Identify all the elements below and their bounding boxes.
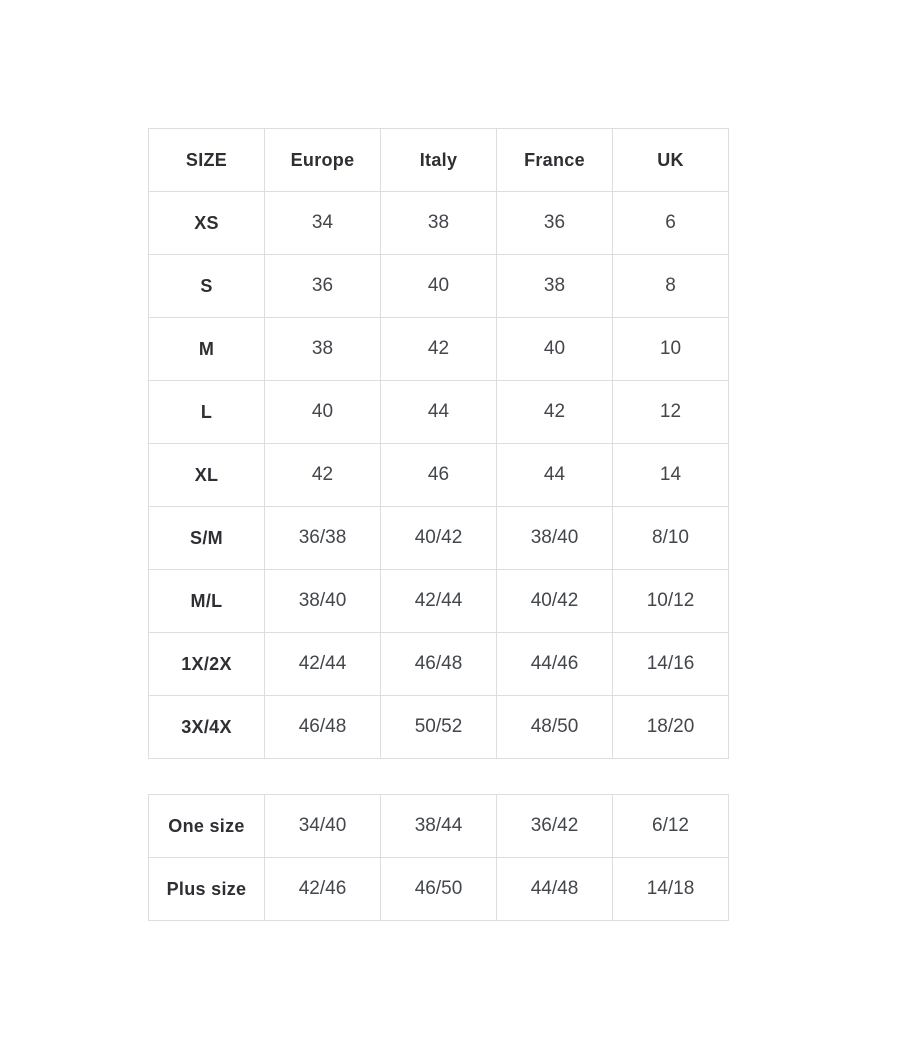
table-cell: 40/42	[497, 570, 613, 633]
table-row-xs	[149, 192, 729, 255]
table-cell: 12	[613, 381, 729, 444]
table-cell: 42/44	[381, 570, 497, 633]
table-cell: 38/40	[497, 507, 613, 570]
table-cell: 46/50	[381, 858, 497, 921]
row-label: M/L	[149, 570, 265, 633]
table-cell: 14	[613, 444, 729, 507]
table-cell: 42/44	[265, 633, 381, 696]
table-cell: 10/12	[613, 570, 729, 633]
table-cell: 40	[265, 381, 381, 444]
size-conversion-table	[148, 128, 729, 759]
column-header-france: France	[497, 129, 613, 192]
row-label: S/M	[149, 507, 265, 570]
table-cell: 18/20	[613, 696, 729, 759]
table-cell: 36/38	[265, 507, 381, 570]
table-cell: 34	[265, 192, 381, 255]
table-cell: 36	[265, 255, 381, 318]
table-cell: 46	[381, 444, 497, 507]
table-cell: 40/42	[381, 507, 497, 570]
table-cell: 40	[497, 318, 613, 381]
table-cell: 42	[497, 381, 613, 444]
table-cell: 38/44	[381, 795, 497, 858]
table-cell: 6/12	[613, 795, 729, 858]
size-chart-container	[148, 128, 729, 921]
table-cell: 44	[497, 444, 613, 507]
table-row-xl	[149, 444, 729, 507]
table-row-m-l	[149, 570, 729, 633]
row-label: Plus size	[149, 858, 265, 921]
table-cell: 42	[265, 444, 381, 507]
table-cell: 42	[381, 318, 497, 381]
table-cell: 46/48	[381, 633, 497, 696]
table-row-s-m	[149, 507, 729, 570]
table-cell: 38/40	[265, 570, 381, 633]
table-row-l	[149, 381, 729, 444]
column-header-europe: Europe	[265, 129, 381, 192]
table-row-1x-2x	[149, 633, 729, 696]
table-cell: 6	[613, 192, 729, 255]
special-sizes-table	[148, 794, 729, 921]
table-row-s	[149, 255, 729, 318]
row-label: One size	[149, 795, 265, 858]
table-cell: 10	[613, 318, 729, 381]
table-cell: 44/48	[497, 858, 613, 921]
table-cell: 44/46	[497, 633, 613, 696]
table-cell: 14/16	[613, 633, 729, 696]
table-cell: 50/52	[381, 696, 497, 759]
table-cell: 36	[497, 192, 613, 255]
column-header-uk: UK	[613, 129, 729, 192]
table-cell: 14/18	[613, 858, 729, 921]
table-cell: 46/48	[265, 696, 381, 759]
table-cell: 48/50	[497, 696, 613, 759]
column-header-italy: Italy	[381, 129, 497, 192]
table-cell: 38	[381, 192, 497, 255]
table-cell: 44	[381, 381, 497, 444]
row-label: S	[149, 255, 265, 318]
table-row-m	[149, 318, 729, 381]
row-label: XS	[149, 192, 265, 255]
table-cell: 36/42	[497, 795, 613, 858]
table-cell: 8	[613, 255, 729, 318]
table-row-plus-size	[149, 858, 729, 921]
table-cell: 34/40	[265, 795, 381, 858]
table-cell: 38	[497, 255, 613, 318]
table-cell: 40	[381, 255, 497, 318]
row-label: XL	[149, 444, 265, 507]
table-cell: 38	[265, 318, 381, 381]
table-row-3x-4x	[149, 696, 729, 759]
row-label: 1X/2X	[149, 633, 265, 696]
row-label: L	[149, 381, 265, 444]
column-header-size: SIZE	[149, 129, 265, 192]
table-cell: 8/10	[613, 507, 729, 570]
table-cell: 42/46	[265, 858, 381, 921]
row-label: M	[149, 318, 265, 381]
table-header-row	[149, 129, 729, 192]
table-row-one-size	[149, 795, 729, 858]
row-label: 3X/4X	[149, 696, 265, 759]
